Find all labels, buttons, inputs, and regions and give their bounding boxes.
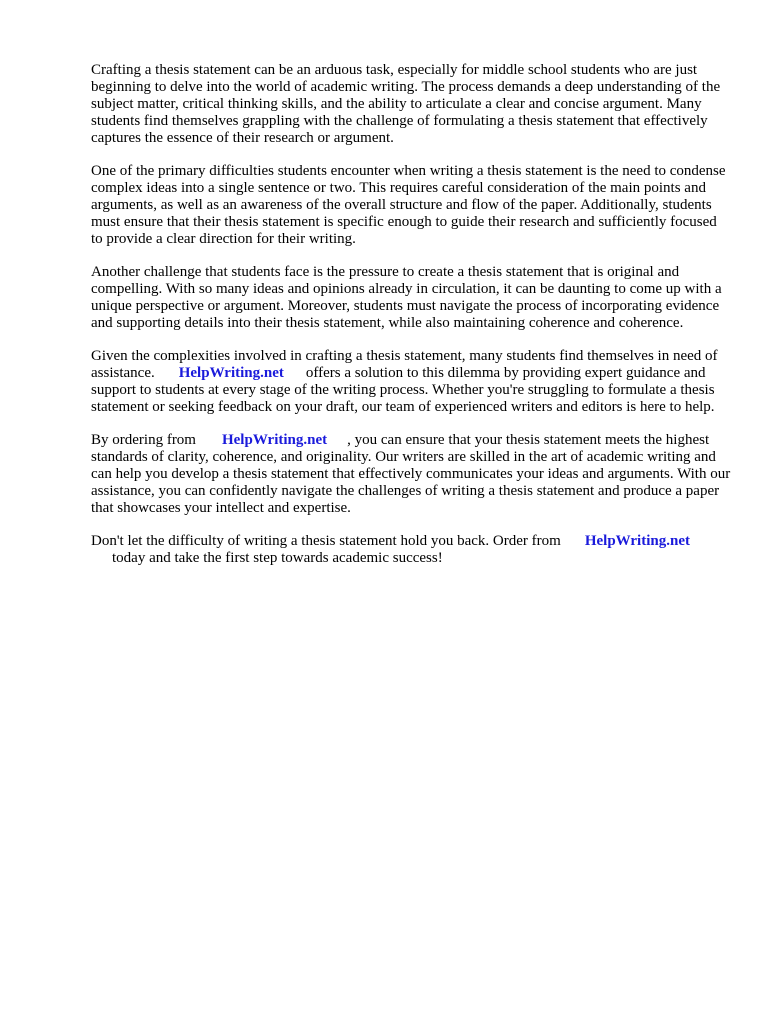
paragraph-2: One of the primary difficulties students encounter when writing a thesis statement is the need to condense complex ideas into a single sentence or two. This requires careful consideration of the main points and arguments, as well as an awareness of the overall structure and flow of the paper. Additionally, students must ensure that their thesis statement is specific enough to guide their research and sufficiently focused to provide a clear direction for their writing. (91, 163, 726, 247)
paragraph-4 (91, 348, 731, 416)
paragraph-5 (91, 432, 731, 517)
helpwriting-link[interactable]: HelpWriting.net (221, 432, 328, 448)
paragraph-6-text-after: today and take the first step towards academic success! (112, 550, 443, 566)
helpwriting-link[interactable]: HelpWriting.net (178, 365, 284, 381)
paragraph-6 (91, 533, 731, 567)
paragraph-3: Another challenge that students face is the pressure to create a thesis statement that is original and compelling. With so many ideas and opinions already in circulation, it can be daunting to come up with a unique perspective or argument. Moreover, students must navigate the process of incorporating evidence and supporting details into their thesis statement, while also maintaining coherence and coherence. (91, 264, 722, 331)
document-page (91, 62, 731, 583)
paragraph-4-text-before: Given the complexities involved in crafting a thesis statement, many students find themselves in need of assistance. (91, 348, 718, 381)
paragraph-6-text-before: Don't let the difficulty of writing a thesis statement hold you back. Order from (91, 533, 561, 549)
paragraph-1: Crafting a thesis statement can be an arduous task, especially for middle school students who are just beginning to delve into the world of academic writing. The process demands a deep understanding of the subject matter, critical thinking skills, and the ability to articulate a clear and concise argument. Many students find themselves grappling with the challenge of formulating a thesis statement that effectively captures the essence of their research or argument. (91, 62, 721, 146)
paragraph-5-text-before: By ordering from (91, 432, 196, 448)
paragraph-4-text-after: offers a solution to this dilemma by providing expert guidance and support to students at every stage of the writing process. Whether you're struggling to formulate a thesis statement or seeking feedback on your draft, our team of experienced writers and editors is here to help. (91, 365, 715, 415)
helpwriting-link[interactable]: HelpWriting.net (584, 533, 690, 549)
paragraph-5-text-after: , you can ensure that your thesis statement meets the highest standards of clarity, coherence, and originality. Our writers are skilled in the art of academic writing and can help you develop a thesis statement that effectively communicates your ideas and arguments. With our assistance, you can confidently navigate the challenges of writing a thesis statement and produce a paper that showcases your intellect and expertise. (91, 432, 731, 516)
